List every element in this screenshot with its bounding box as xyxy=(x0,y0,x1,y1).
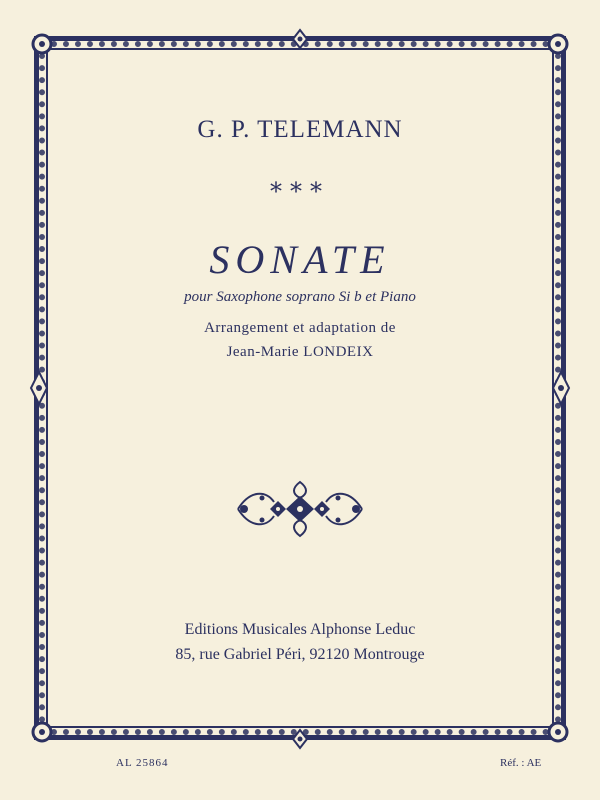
left-side-ornament xyxy=(28,370,50,406)
arranger-name: Jean-Marie LONDEIX xyxy=(226,344,374,360)
catalog-number: AL 25864 xyxy=(116,757,169,769)
publisher-name: Editions Musicales Alphonse Leduc xyxy=(184,621,416,638)
corner-ornament-bottom-right xyxy=(544,718,572,746)
floral-vignette-ornament xyxy=(230,478,370,540)
bottom-center-ornament xyxy=(290,728,310,750)
composer-name: G. P. TELEMANN xyxy=(197,116,403,143)
right-side-ornament xyxy=(550,370,572,406)
corner-ornament-top-right xyxy=(544,30,572,58)
corner-ornament-bottom-left xyxy=(28,718,56,746)
publisher-address: 85, rue Gabriel Péri, 92120 Montrouge xyxy=(175,646,425,663)
star-divider: ⁎⁎⁎ xyxy=(270,172,330,198)
page-title: SONATE xyxy=(209,237,391,282)
subtitle: pour Saxophone soprano Si b et Piano xyxy=(184,289,416,305)
top-center-ornament xyxy=(290,28,310,50)
corner-ornament-top-left xyxy=(28,30,56,58)
reference-code: Réf. : AE xyxy=(500,757,542,769)
arrangement-label: Arrangement et adaptation de xyxy=(204,320,396,336)
